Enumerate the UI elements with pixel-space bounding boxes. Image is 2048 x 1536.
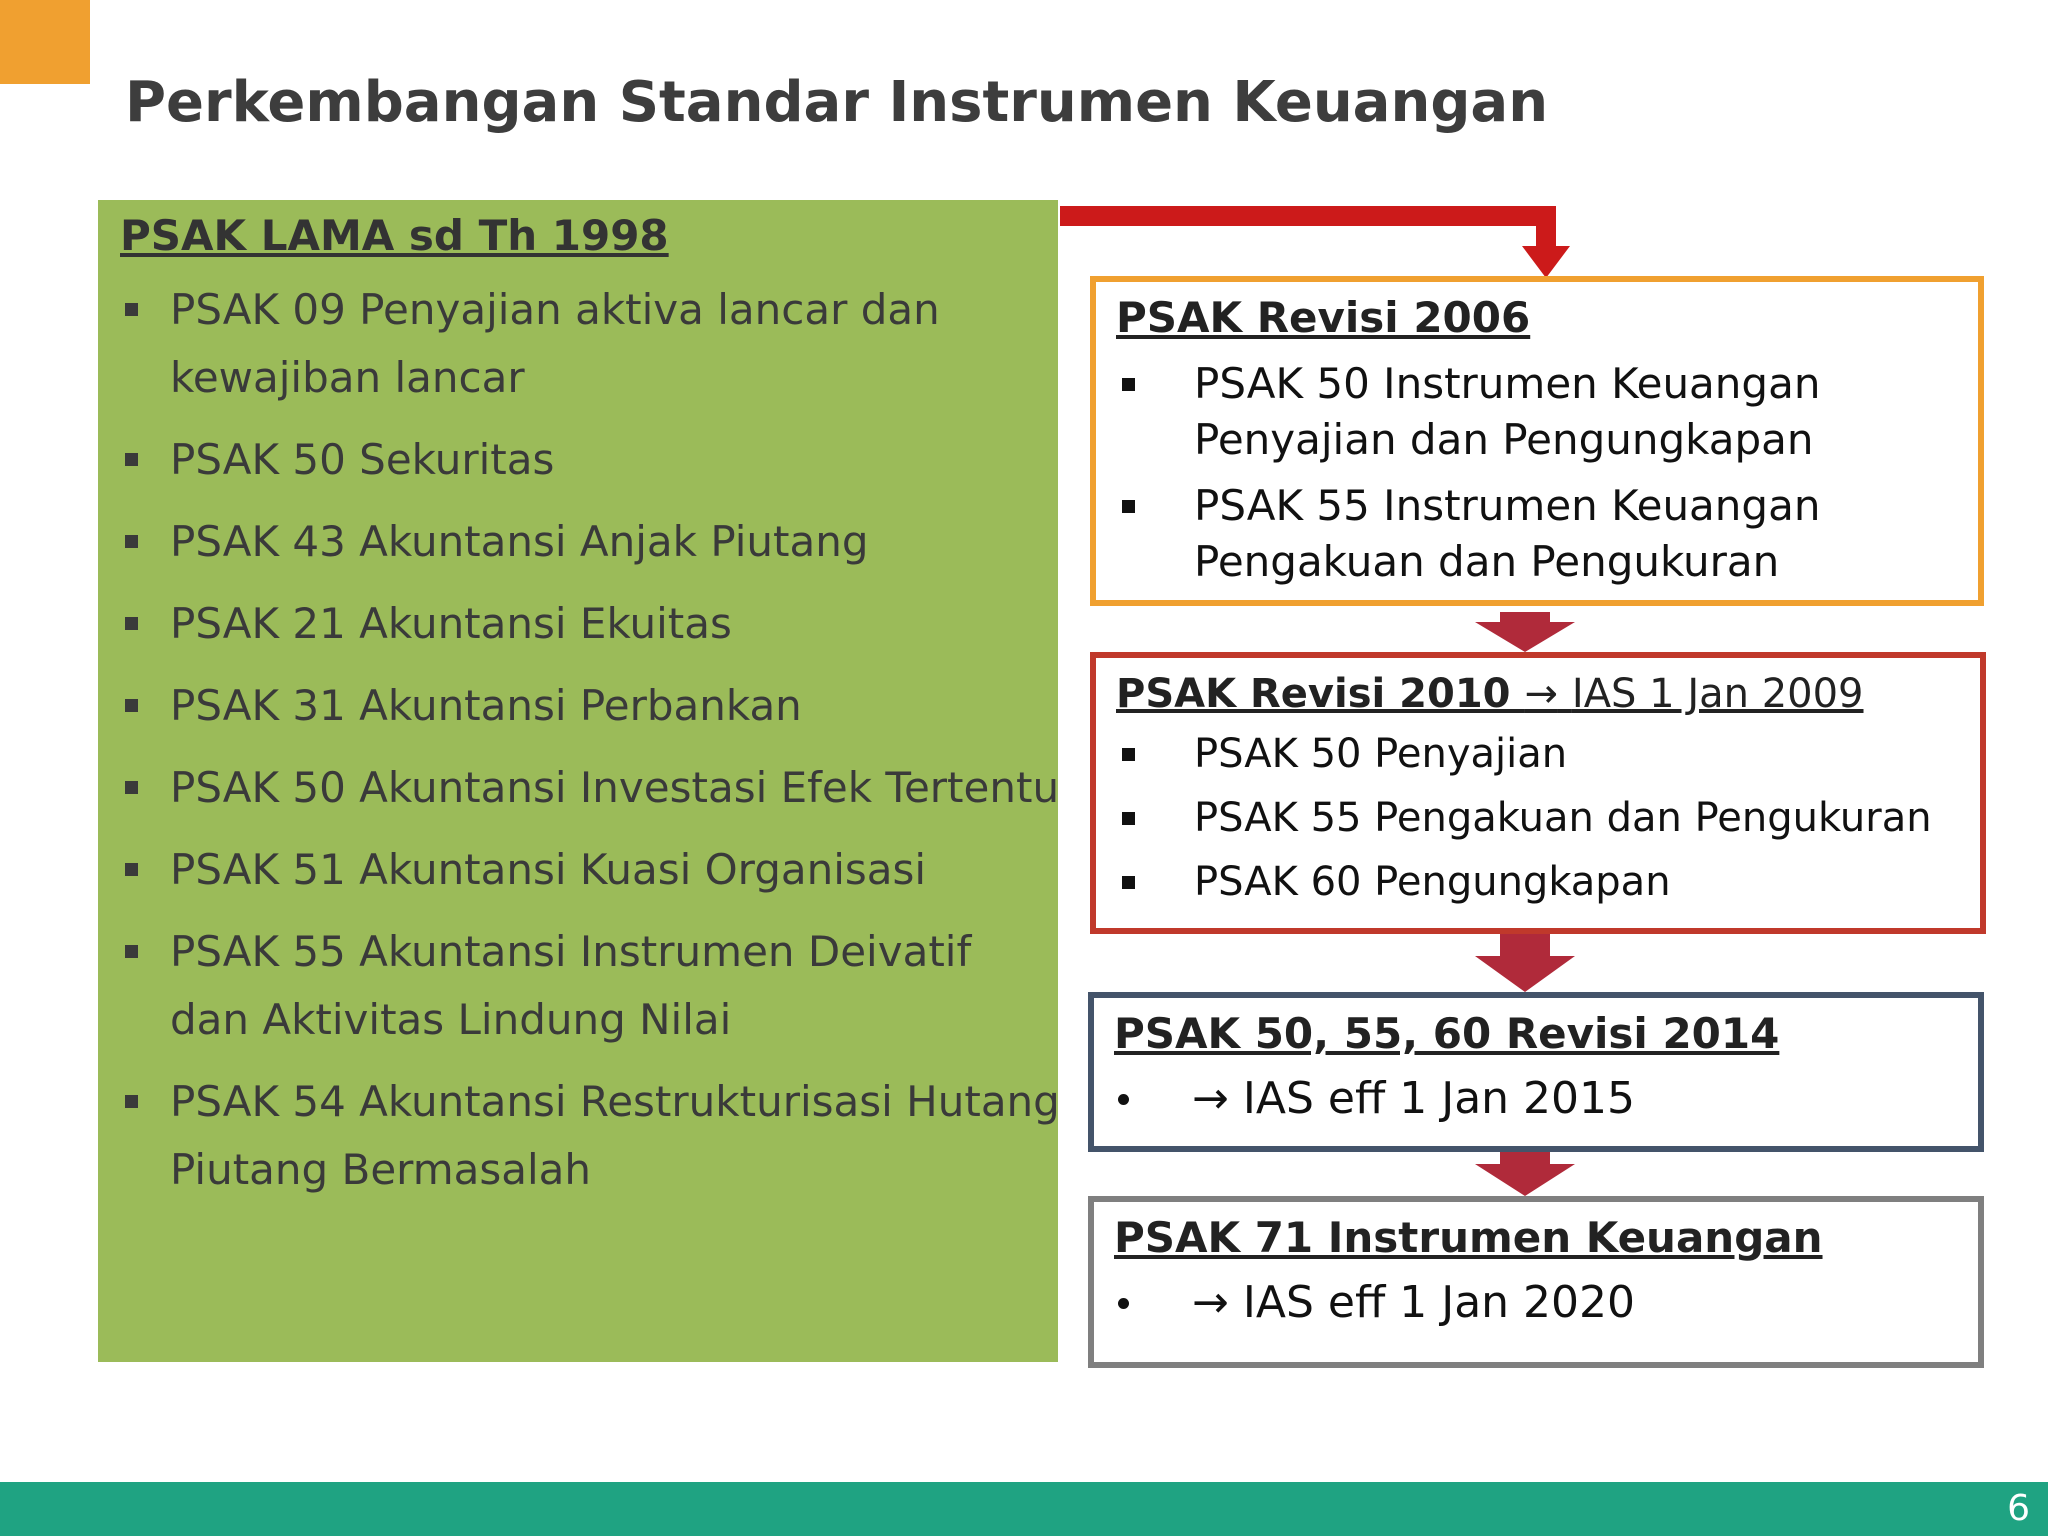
psak-2006-box [1090, 276, 1984, 606]
list-item-line: PSAK 50 Instrumen Keuangan [1194, 359, 1821, 408]
list-item [1116, 722, 1960, 786]
list-item [120, 754, 1058, 822]
right-arrow-icon: → [1192, 1073, 1229, 1124]
top-elbow-arrow [1060, 206, 1570, 278]
list-item [1116, 478, 1958, 590]
list-item [1114, 1064, 1958, 1134]
psak-2006-heading: PSAK Revisi 2006 [1116, 293, 1531, 342]
down-arrow-3 [1475, 1152, 1575, 1196]
list-item-line: PSAK 21 Akuntansi Ekuitas [170, 599, 732, 648]
square-bullet-icon [1122, 500, 1135, 513]
footer-bar [0, 1482, 2048, 1536]
right-arrow-icon: → [1192, 1277, 1229, 1328]
list-item-line: Piutang Bermasalah [170, 1145, 592, 1194]
list-item-line: Penyajian dan Pengungkapan [1194, 415, 1814, 464]
list-item-line: PSAK 51 Akuntansi Kuasi Organisasi [170, 845, 927, 894]
square-bullet-icon [125, 863, 138, 876]
list-item [1114, 1268, 1958, 1338]
square-bullet-icon [125, 535, 138, 548]
square-bullet-icon [125, 781, 138, 794]
list-item-line: PSAK 55 Instrumen Keuangan [1194, 481, 1821, 530]
square-bullet-icon [125, 617, 138, 630]
old-psak-heading: PSAK LAMA sd Th 1998 [120, 211, 669, 260]
square-bullet-icon [125, 699, 138, 712]
slide-title: Perkembangan Standar Instrumen Keuangan [125, 70, 1549, 135]
square-bullet-icon [1122, 812, 1135, 825]
list-item-line: PSAK 43 Akuntansi Anjak Piutang [170, 517, 869, 566]
list-item [120, 836, 1058, 904]
psak-71-box [1088, 1196, 1984, 1368]
list-item-line: PSAK 55 Pengakuan dan Pengukuran [1194, 795, 1932, 841]
psak-2010-heading-rest: IAS 1 Jan 2009 [1571, 671, 1864, 717]
square-bullet-icon [1122, 876, 1135, 889]
list-item-line: PSAK 50 Sekuritas [170, 435, 555, 484]
list-item [120, 276, 1058, 412]
psak-2014-box [1088, 992, 1984, 1152]
list-item [1116, 850, 1960, 914]
round-bullet-icon [1118, 1298, 1129, 1309]
old-psak-list [120, 276, 1058, 1204]
list-item-line: PSAK 50 Penyajian [1194, 731, 1568, 777]
list-item-line: PSAK 54 Akuntansi Restrukturisasi Hutang [170, 1077, 1060, 1126]
square-bullet-icon [125, 453, 138, 466]
list-item-line: PSAK 31 Akuntansi Perbankan [170, 681, 802, 730]
psak-71-heading: PSAK 71 Instrumen Keuangan [1114, 1213, 1823, 1262]
square-bullet-icon [125, 1095, 138, 1108]
page-number: 6 [2007, 1488, 2030, 1529]
list-item [120, 672, 1058, 740]
psak-2010-heading [1116, 666, 1960, 722]
psak-2010-list [1116, 722, 1960, 914]
round-bullet-icon [1118, 1094, 1129, 1105]
list-item-line: PSAK 55 Akuntansi Instrumen Deivatif [170, 927, 972, 976]
list-item [120, 426, 1058, 494]
list-item [1116, 356, 1958, 468]
list-item-line: PSAK 09 Penyajian aktiva lancar dan [170, 285, 940, 334]
psak-2014-list [1114, 1064, 1958, 1134]
list-item [120, 508, 1058, 576]
square-bullet-icon [125, 945, 138, 958]
list-item-line: IAS eff 1 Jan 2015 [1242, 1073, 1636, 1124]
list-item-line: PSAK 50 Akuntansi Investasi Efek Tertentu [170, 763, 1060, 812]
square-bullet-icon [125, 303, 138, 316]
right-arrow-icon: → [1524, 671, 1558, 717]
square-bullet-icon [1122, 378, 1135, 391]
list-item-line: Pengakuan dan Pengukuran [1194, 537, 1780, 586]
square-bullet-icon [1122, 748, 1135, 761]
list-item [120, 1068, 1058, 1204]
psak-2010-heading-bold: PSAK Revisi 2010 [1116, 671, 1511, 717]
psak-2014-heading: PSAK 50, 55, 60 Revisi 2014 [1114, 1009, 1780, 1058]
list-item-line: PSAK 60 Pengungkapan [1194, 859, 1671, 905]
psak-71-list [1114, 1268, 1958, 1338]
old-psak-panel [98, 200, 1058, 1362]
list-item-line: dan Aktivitas Lindung Nilai [170, 995, 732, 1044]
list-item-line: IAS eff 1 Jan 2020 [1242, 1277, 1636, 1328]
list-item [120, 918, 1058, 1054]
down-arrow-1 [1475, 612, 1575, 652]
list-item [120, 590, 1058, 658]
psak-2006-list [1116, 356, 1958, 590]
psak-2010-box [1090, 652, 1986, 934]
down-arrow-2 [1475, 934, 1575, 992]
list-item-line: kewajiban lancar [170, 353, 525, 402]
list-item [1116, 786, 1960, 850]
